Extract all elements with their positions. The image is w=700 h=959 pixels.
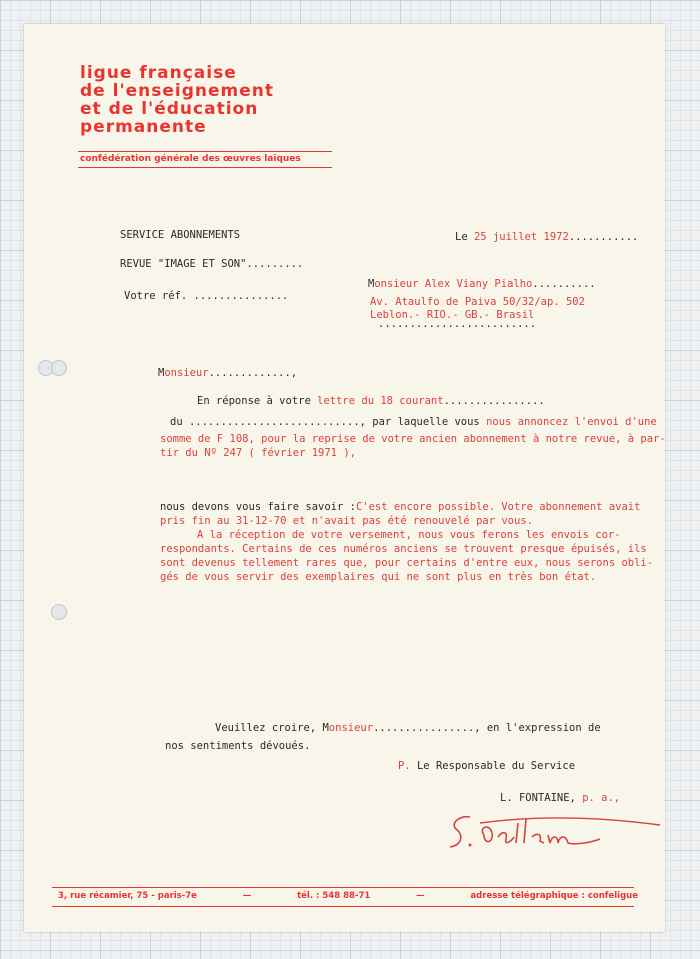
salutation: [158, 367, 297, 379]
revue-text: REVUE "IMAGE ET SON".........: [120, 258, 304, 270]
reply-prefix: En réponse à votre: [197, 395, 311, 407]
footer-phone: tél. : 548 88-71: [297, 891, 371, 901]
footer-rule-top: [52, 887, 634, 888]
paragraph2-red: C'est encore possible. Votre abonnement avait: [355, 501, 641, 513]
punch-hole: [51, 604, 67, 620]
paragraph1-line3: tir du Nº 247 ( février 1971 ),: [160, 447, 356, 459]
logo-line: ligue française: [80, 63, 237, 83]
salutation-dots: .............,: [208, 367, 298, 379]
footer-address: 3, rue récamier, 75 - paris-7e: [58, 891, 197, 901]
paragraph1-red: nous annoncez l'envoi d'une: [486, 416, 657, 428]
confederation-line: confédération générale des œuvres laïques: [78, 151, 332, 168]
signatory-role-text: Le Responsable du Service: [416, 760, 576, 772]
votre-ref: Votre réf. ...............: [124, 290, 289, 302]
paragraph2-line5: sont devenus tellement rares que, pour certains d'entre eux, nous serons obli-: [160, 557, 654, 569]
footer-separator: —: [416, 891, 425, 901]
must-prefix: nous devons vous faire savoir :: [160, 501, 356, 513]
recipient-prefix: M: [368, 278, 375, 290]
logo-line: de l'enseignement: [80, 81, 275, 101]
recipient-dots: ..........: [532, 278, 596, 290]
closing-line2: nos sentiments dévoués.: [165, 740, 311, 752]
recipient-name-text: onsieur Alex Viany Pialho: [374, 278, 533, 290]
recipient-address-2: Leblon.- RIO.- GB.- Brasil: [370, 309, 535, 321]
date-value: 25 juillet 1972: [473, 231, 569, 243]
paragraph2-line3: A la réception de votre versement, nous vous ferons les envois cor-: [197, 529, 621, 541]
logo-line: et de l'éducation: [80, 99, 259, 119]
footer-rule-bottom: [52, 906, 634, 907]
signatory-name-text: L. FONTAINE,: [500, 792, 576, 804]
closing-prefix: Veuillez croire, M: [215, 722, 329, 734]
paragraph2-line2: pris fin au 31-12-70 et n'avait pas été renouvelé par vous.: [160, 515, 533, 527]
service-label: SERVICE ABONNEMENTS: [120, 229, 241, 241]
closing-red: onsieur: [328, 722, 374, 734]
closing-rest: ................, en l'expression de: [373, 722, 601, 734]
date-dots: ...........: [568, 231, 639, 243]
du-line: [170, 416, 657, 428]
reply-value: lettre du 18 courant: [317, 395, 444, 407]
handwritten-signature: [440, 805, 665, 860]
paragraph2-line6: gés de vous servir des exemplaires qui ne sont plus en très bon état.: [160, 571, 597, 583]
recipient-name: [368, 278, 596, 290]
letterhead-logo: [80, 64, 274, 136]
footer-separator: —: [242, 891, 252, 901]
date-prefix: Le: [455, 231, 468, 243]
revue-line: [120, 258, 303, 270]
paragraph1-line2: somme de F 108, pour la reprise de votre ancien abonnement à notre revue, à par-: [160, 433, 666, 445]
footer-telegraph: adresse télégraphique : confeligue: [470, 891, 638, 901]
signatory-role: [398, 760, 575, 772]
salutation-prefix: M: [158, 367, 165, 379]
logo-line: permanente: [80, 117, 207, 137]
footer: [58, 891, 638, 901]
du-text: du ..........................., par laquelle vous: [170, 416, 480, 428]
recipient-address-1: Av. Ataulfo de Paiva 50/32/ap. 502: [370, 296, 585, 308]
reply-dots: ................: [443, 395, 545, 407]
punch-hole: [51, 360, 67, 376]
signatory-name: [500, 792, 620, 804]
signatory-pa: p. a.,: [582, 792, 621, 804]
date-line: [455, 231, 638, 243]
paragraph2-line1: [160, 501, 640, 513]
closing-line1: [215, 722, 601, 734]
paragraph2-line4: respondants. Certains de ces numéros anciens se trouvent presque épuisés, ils: [160, 543, 647, 555]
salutation-text: onsieur: [164, 367, 209, 379]
recipient-address-3: .........................: [378, 318, 537, 330]
reply-line: [197, 395, 545, 407]
signatory-p: P.: [398, 760, 411, 772]
